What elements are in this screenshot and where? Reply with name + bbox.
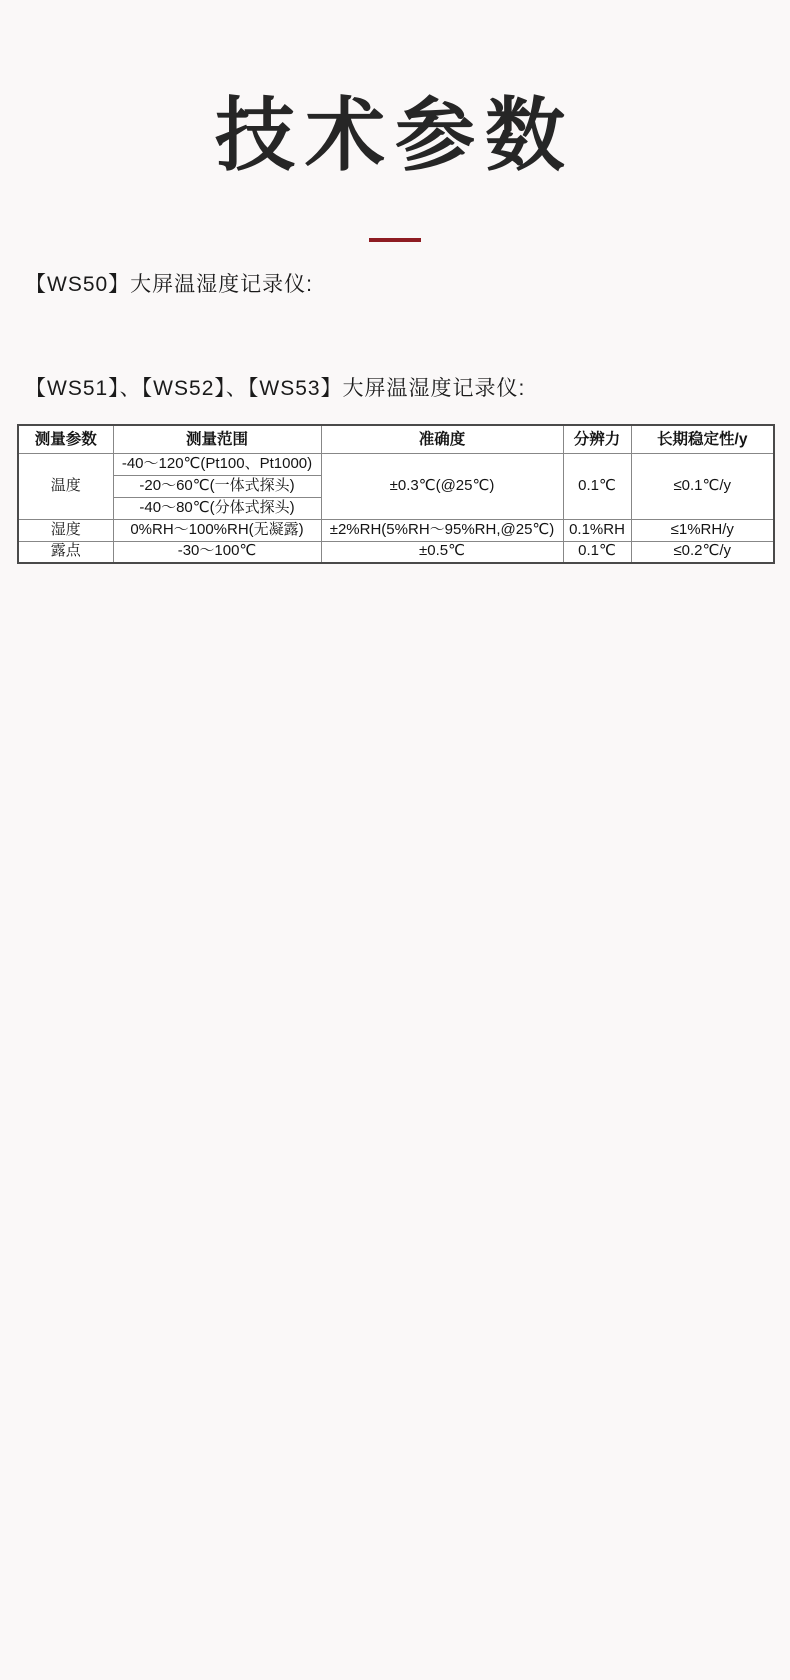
ws50-section-heading: 【WS50】大屏温湿度记录仪: [25,273,314,296]
param-table-header-cell: 准确度 [321,425,563,453]
param-table-body [18,453,774,563]
param-table-header-cell: 长期稳定性/y [631,425,774,453]
param-table-header-cell: 测量参数 [18,425,113,453]
param-table-cell: ±2%RH(5%RH～95%RH,@25℃) [321,519,563,541]
param-table-cell: 0.1%RH [563,519,631,541]
param-table-header-cell: 分辨力 [563,425,631,453]
param-table-cell: 0.1℃ [563,541,631,563]
param-table-cell: 0.1℃ [563,453,631,519]
ws51-section-heading: 【WS51】、【WS52】、【WS53】大屏温湿度记录仪: [25,377,526,400]
page-title: 技术参数 [215,91,575,180]
param-table-cell: 露点 [18,541,113,563]
table-row [18,541,774,563]
ws51-param-table [17,424,775,564]
param-table-cell: 0%RH～100%RH(无凝露) [113,519,321,541]
table-row [18,519,774,541]
title-divider [369,238,421,242]
param-table-cell: -20～60℃(一体式探头) [113,475,321,497]
param-table-cell: ±0.5℃ [321,541,563,563]
param-table-cell: 温度 [18,453,113,519]
table-row [18,453,774,475]
param-table-header-cell: 测量范围 [113,425,321,453]
param-table-cell: 湿度 [18,519,113,541]
param-table-cell: ±0.3℃(@25℃) [321,453,563,519]
param-table-cell: -30～100℃ [113,541,321,563]
param-table-cell: ≤0.1℃/y [631,453,774,519]
param-table-cell: ≤1%RH/y [631,519,774,541]
param-table-cell: -40～120℃(Pt100、Pt1000) [113,453,321,475]
param-table-header-row [18,425,774,453]
param-table-cell: -40～80℃(分体式探头) [113,497,321,519]
param-table-cell: ≤0.2℃/y [631,541,774,563]
